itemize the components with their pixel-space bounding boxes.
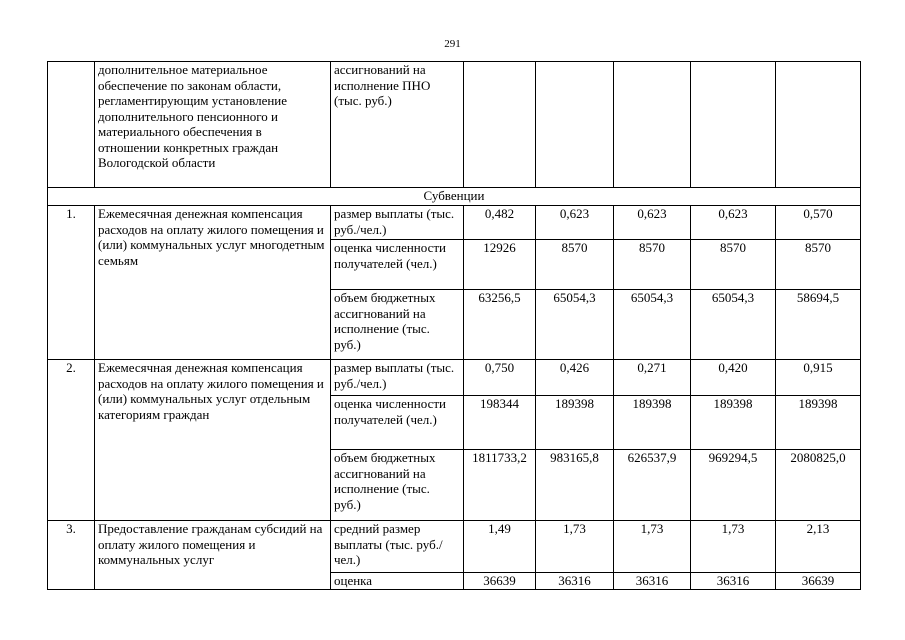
item-name: Предоставление гражданам субсидий на оплату жилого помещения и коммунальных услуг [95,521,331,590]
value-cell: 0,420 [691,360,776,396]
value-cell: 1,49 [464,521,536,573]
value-cell: 0,623 [536,206,614,240]
value-cell: 0,623 [614,206,691,240]
value-cell: 1,73 [691,521,776,573]
value-cell: 0,623 [691,206,776,240]
table-row [48,521,861,573]
value-cell: 2,13 [776,521,861,573]
value-cell: 36316 [614,573,691,590]
value-cell: 36316 [536,573,614,590]
value-cell: 63256,5 [464,290,536,360]
value-cell: 1,73 [536,521,614,573]
value-cell: 0,482 [464,206,536,240]
table-row [48,206,861,240]
item-number: 1. [48,206,95,360]
indicator-label: размер выплаты (тыс. руб./чел.) [331,206,464,240]
indicator-cell: ассигнований на исполнение ПНО (тыс. руб.) [331,62,464,188]
value-cell: 12926 [464,240,536,290]
program-name-cell: дополнительное материальное обеспечение по законам области, регламентирующим установление дополнительного пенсионного и материального обеспечения в отношении конкретных граждан Вологодской области [95,62,331,188]
indicator-label: оценка численности получателей (чел.) [331,396,464,450]
value-cell: 0,915 [776,360,861,396]
value-cell: 36316 [691,573,776,590]
value-cell: 198344 [464,396,536,450]
indicator-label: средний размер выплаты (тыс. руб./чел.) [331,521,464,573]
value-cell: 189398 [691,396,776,450]
value-cell: 8570 [614,240,691,290]
value-cell: 2080825,0 [776,450,861,521]
budget-table [47,61,861,590]
value-cell: 189398 [776,396,861,450]
value-cell: 1811733,2 [464,450,536,521]
value-cell: 65054,3 [536,290,614,360]
continuation-row [48,62,861,188]
value-cell: 65054,3 [614,290,691,360]
value-cell: 8570 [536,240,614,290]
section-row [48,188,861,206]
value-cell: 36639 [464,573,536,590]
value-cell: 0,271 [614,360,691,396]
value-cell: 189398 [536,396,614,450]
value-cell: 0,750 [464,360,536,396]
indicator-label: объем бюджетных ассигнований на исполнение (тыс. руб.) [331,290,464,360]
page-number: 291 [444,38,461,50]
item-number: 3. [48,521,95,590]
value-cell: 8570 [691,240,776,290]
value-cell: 189398 [614,396,691,450]
section-title: Субвенции [48,188,861,206]
value-cell: 58694,5 [776,290,861,360]
indicator-label: оценка [331,573,464,590]
value-cell: 1,73 [614,521,691,573]
value-cell: 0,426 [536,360,614,396]
value-cell: 0,570 [776,206,861,240]
indicator-label: оценка численности получателей (чел.) [331,240,464,290]
indicator-label: объем бюджетных ассигнований на исполнение (тыс. руб.) [331,450,464,521]
value-cell: 983165,8 [536,450,614,521]
value-cell: 969294,5 [691,450,776,521]
indicator-label: размер выплаты (тыс. руб./чел.) [331,360,464,396]
table-row [48,360,861,396]
number-cell [48,62,95,188]
value-cell: 8570 [776,240,861,290]
item-name: Ежемесячная денежная компенсация расходов на оплату жилого помещения и (или) коммунальных услуг отдельным категориям граждан [95,360,331,521]
value-cell: 36639 [776,573,861,590]
item-number: 2. [48,360,95,521]
value-cell: 626537,9 [614,450,691,521]
value-cell: 65054,3 [691,290,776,360]
item-name: Ежемесячная денежная компенсация расходов на оплату жилого помещения и (или) коммунальных услуг многодетным семьям [95,206,331,360]
